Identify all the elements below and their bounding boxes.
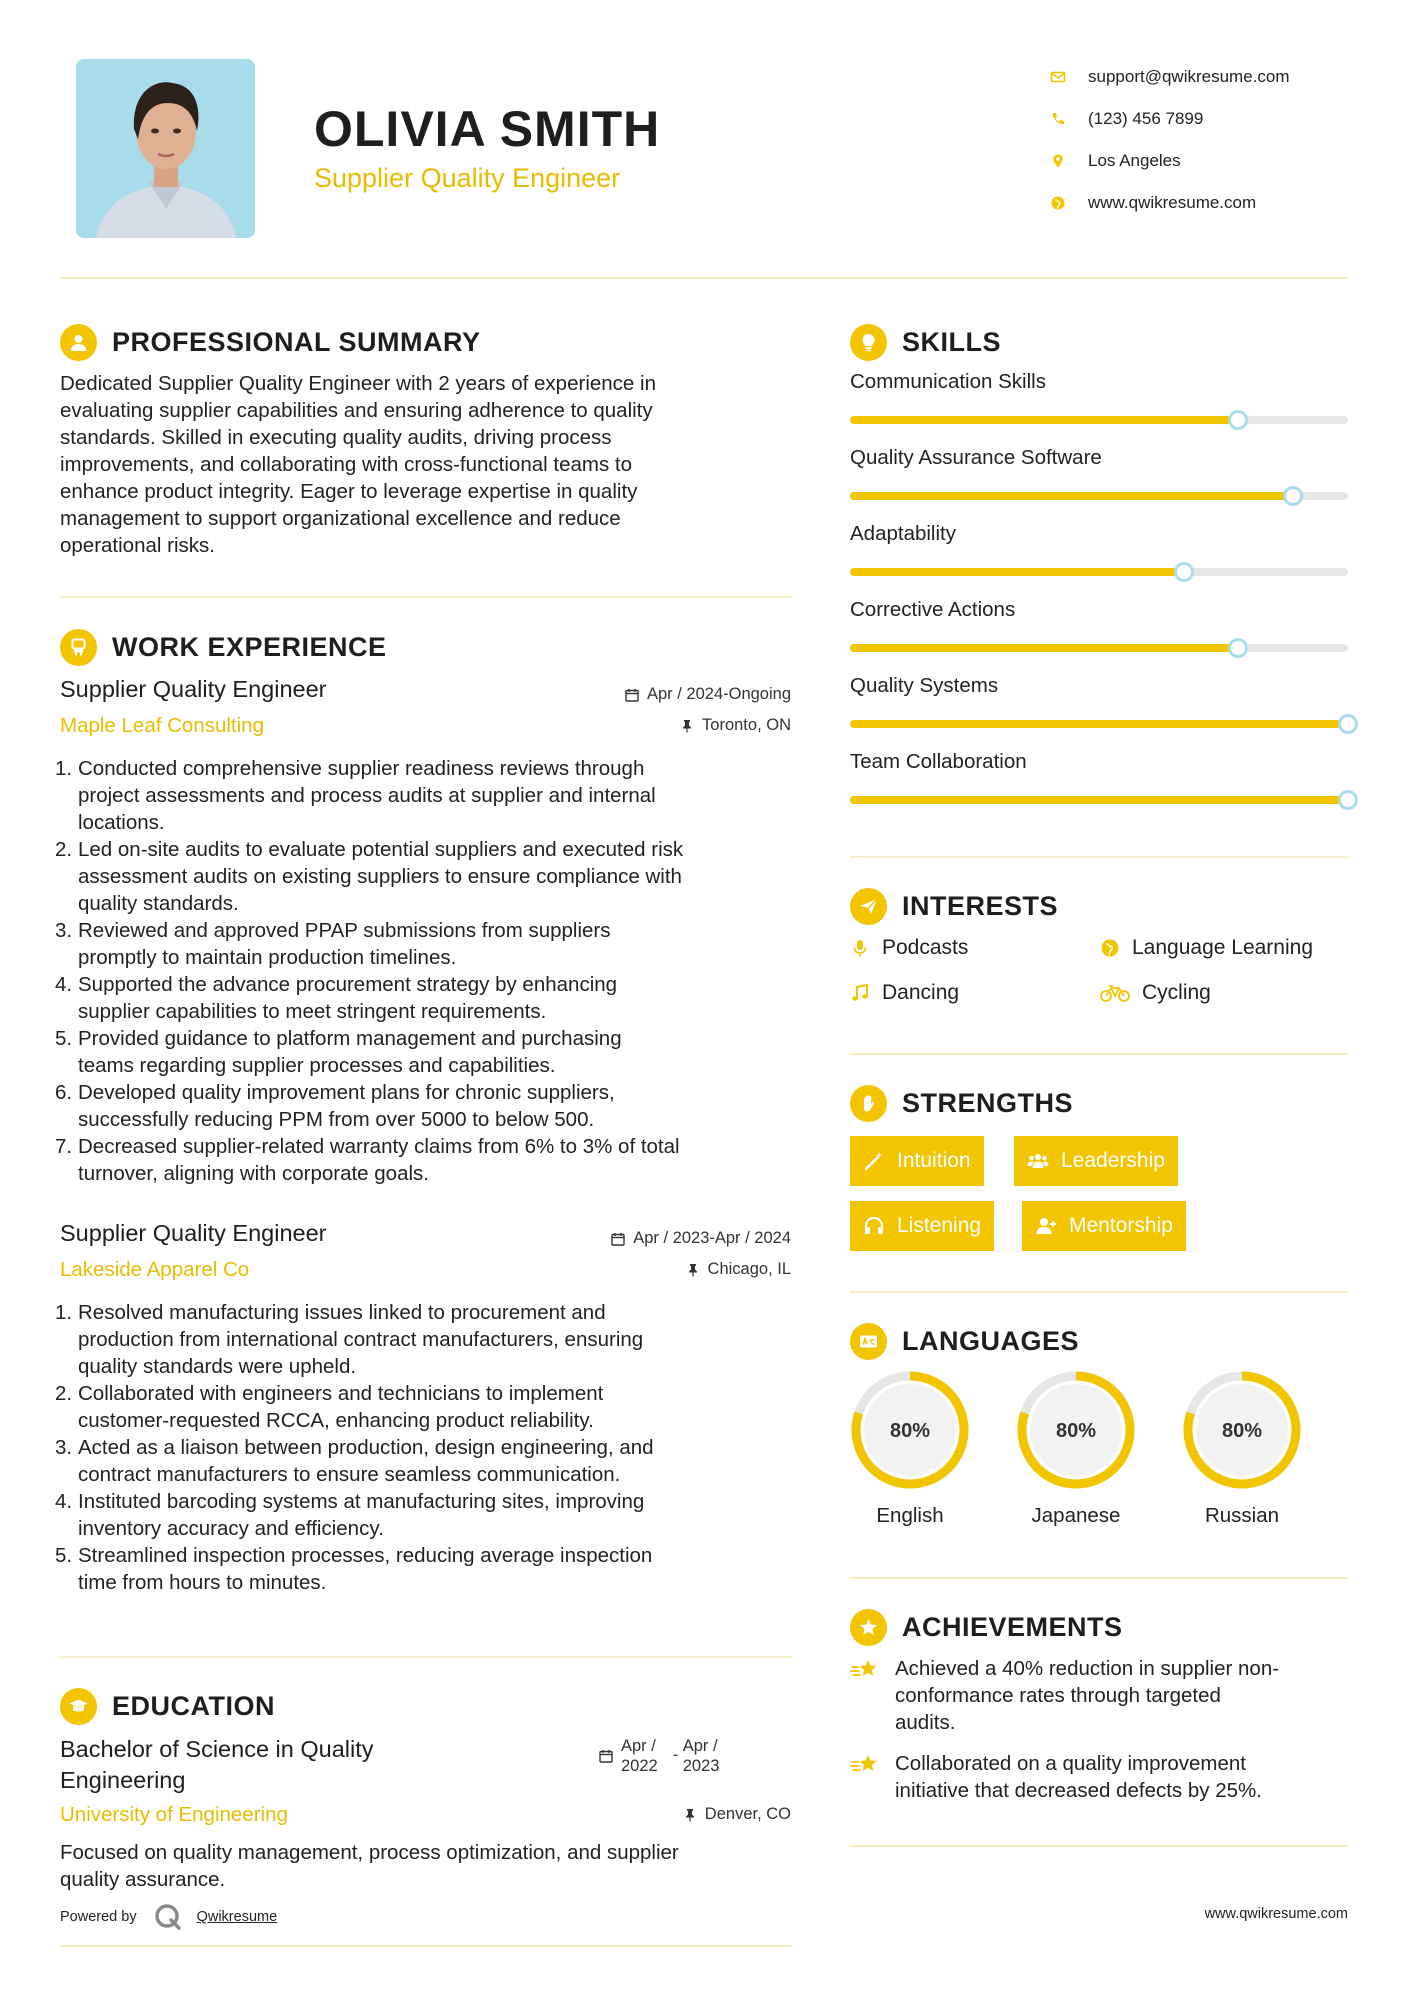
list-number: 5. [55,1027,73,1050]
candidate-title: Supplier Quality Engineer [314,163,621,193]
pushpin-icon [686,1263,700,1277]
list-item [55,755,800,836]
list-item [55,1434,800,1488]
job-2-location [686,1260,791,1279]
list-number: 2. [55,1382,73,1405]
education-end: - Apr / 2023 [672,1737,720,1775]
skill-bar [850,568,1348,576]
language-card-icon [850,1323,887,1360]
skill-label: Quality Systems [850,674,999,697]
degree-title [60,1734,374,1796]
bullet-line: Collaborated with engineers and technicians to implement [78,1382,604,1405]
skill-label: Adaptability [850,522,956,545]
magic-wand-icon [863,1150,885,1172]
skill-bar-fill [850,720,1348,728]
user-icon [60,324,97,361]
achievements-divider [850,1845,1348,1847]
list-item [55,1133,800,1187]
job-1-dates-text: Apr / 2024-Ongoing [646,685,791,703]
list-number: 3. [55,1436,73,1459]
bullet-line: successfully reducing PPM from over 5000 to below 500. [78,1108,595,1131]
skill-bar-fill [850,492,1293,500]
bullet-line: Led on-site audits to evaluate potential suppliers and executed risk [78,838,684,861]
phone-icon [1050,111,1066,127]
bullet-line: project assessments and process audits at supplier and internal [78,784,656,807]
strengths-heading [850,1085,1073,1122]
education-heading-text: EDUCATION [112,1691,275,1721]
bullet-line: turnover, aligning with corporate goals. [78,1162,429,1185]
education-dates [599,1736,719,1776]
language-percent: 80% [1221,1420,1263,1442]
skill-label: Quality Assurance Software [850,446,1102,469]
strength-tag-leadership [1014,1136,1178,1186]
briefcase-icon [60,629,97,666]
strength-tag-listening [850,1201,994,1251]
bullet-line: locations. [78,811,165,834]
shooting-star-icon [850,1657,880,1683]
skill-bar-knob [1338,790,1358,810]
achievements-heading [850,1609,1123,1646]
skill-bar-knob [1174,562,1194,582]
list-item [55,917,800,971]
interests-heading-text: INTERESTS [902,891,1059,921]
strength-label: Listening [897,1214,982,1237]
contact-website[interactable] [1050,182,1390,224]
achievement-item [850,1750,1350,1804]
education-divider [60,1945,792,1947]
profile-photo [76,59,255,238]
user-plus-icon [1035,1215,1057,1237]
job-2-dates-text: Apr / 2023-Apr / 2024 [633,1229,791,1247]
bullet-line: teams regarding supplier processes and capabilities. [78,1054,556,1077]
interest-dancing [850,981,959,1005]
job-2-location-text: Chicago, IL [707,1260,791,1278]
skill-bar-knob [1228,410,1248,430]
contact-phone-text: (123) 456 7899 [1088,109,1204,128]
bullet-line: promptly to maintain production timelines. [78,946,457,969]
achievement-line: audits. [895,1711,956,1734]
skills-heading [850,324,1001,361]
bullet-line: Streamlined inspection processes, reducing average inspection [78,1544,653,1567]
interests-divider [850,1053,1348,1055]
experience-heading-text: WORK EXPERIENCE [112,632,387,662]
interest-label: Dancing [882,981,960,1004]
job-2-company: Lakeside Apparel Co [60,1258,250,1281]
degree-line: Bachelor of Science in Quality [60,1736,374,1762]
skill-label: Corrective Actions [850,598,1016,621]
skill-bar-fill [850,568,1184,576]
summary-heading-text: PROFESSIONAL SUMMARY [112,327,481,357]
contact-location-text: Los Angeles [1088,151,1181,170]
summary-line: standards. Skilled in executing quality audits, driving process [60,426,612,449]
language-item [1016,1370,1136,1528]
languages-heading-text: LANGUAGES [902,1326,1080,1356]
bullet-line: supplier capabilities to meet stringent requirements. [78,1000,547,1023]
contact-phone[interactable] [1050,98,1390,140]
music-note-icon [850,983,870,1003]
achievement-line: initiative that decreased defects by 25%. [895,1779,1262,1802]
education-heading [60,1688,275,1725]
education-start [621,1736,658,1776]
candidate-name: OLIVIA SMITH [314,101,661,157]
skill-bar-fill [850,416,1238,424]
strengths-divider [850,1291,1348,1293]
skill-bar-knob [1283,486,1303,506]
qwikresume-logo-icon [153,1902,183,1932]
bullet-line: customer-requested RCCA, enhancing product reliability. [78,1409,594,1432]
envelope-icon [1050,69,1066,85]
summary-divider [60,596,792,598]
footer-website[interactable]: www.qwikresume.com [1204,1906,1348,1922]
education-location-text: Denver, CO [704,1805,791,1823]
graduation-cap-icon [60,1688,97,1725]
contact-email[interactable] [1050,56,1390,98]
strength-tag-intuition [850,1136,984,1186]
interest-label: Cycling [1142,981,1211,1004]
list-number: 6. [55,1081,73,1104]
job-1-bullets [55,755,800,1187]
strength-label: Leadership [1061,1149,1165,1172]
summary-line: enhance product integrity. Eager to leverage expertise in quality [60,480,638,503]
bullet-line: Resolved manufacturing issues linked to procurement and [78,1301,606,1324]
achievement-item [850,1655,1350,1736]
pushpin-icon [683,1808,697,1822]
list-item [55,1542,800,1596]
skill-bar-knob [1228,638,1248,658]
contact-location [1050,140,1390,182]
language-label: English [876,1504,944,1527]
job-2-bullets [55,1299,800,1596]
bullet-line: Instituted barcoding systems at manufacturing sites, improving [78,1490,645,1513]
portrait-image [76,59,255,238]
language-item [1182,1370,1302,1528]
job-2-dates [611,1229,791,1248]
list-item [55,1079,800,1133]
list-number: 2. [55,838,73,861]
interest-label: Language Learning [1132,936,1314,959]
date-line: 2022 [621,1757,658,1775]
bullet-line: Decreased supplier-related warranty claims from 6% to 3% of total [78,1135,680,1158]
language-percent: 80% [889,1420,931,1442]
languages-divider [850,1577,1348,1579]
interest-podcasts [850,936,968,960]
list-number: 3. [55,919,73,942]
qwikresume-link[interactable]: Qwikresume [196,1909,278,1925]
list-number: 5. [55,1544,73,1567]
list-number: 7. [55,1135,73,1158]
bullet-line: Conducted comprehensive supplier readiness reviews through [78,757,645,780]
bullet-line: inventory accuracy and efficiency. [78,1517,384,1540]
bullet-line: time from hours to minutes. [78,1571,327,1594]
list-item [55,836,800,917]
map-pin-icon [1050,153,1066,169]
star-badge-icon [850,1609,887,1646]
interest-language-learning [1100,936,1313,960]
experience-divider [60,1656,792,1658]
list-number: 4. [55,973,73,996]
group-icon [1027,1150,1049,1172]
skill-bar [850,492,1348,500]
lightbulb-icon [850,324,887,361]
achievement-line: Achieved a 40% reduction in supplier non- [895,1657,1280,1680]
summary-line: operational risks. [60,534,215,557]
bullet-line: Reviewed and approved PPAP submissions from suppliers [78,919,611,942]
contact-website-text: www.qwikresume.com [1088,193,1257,212]
list-item [55,971,800,1025]
language-donut [1016,1370,1136,1490]
summary-text [60,370,800,559]
bullet-line: Acted as a liaison between production, design engineering, and [78,1436,654,1459]
contact-list [1050,56,1390,224]
bullet-line: assessment audits on existing suppliers to ensure compliance with [78,865,682,888]
achievements-heading-text: ACHIEVEMENTS [902,1612,1123,1642]
bullet-line: Provided guidance to platform management and purchasing [78,1027,622,1050]
job-1-dates [625,685,791,704]
language-donut [1182,1370,1302,1490]
globe-icon [1100,938,1120,958]
summary-line: improvements, and collaborating with cross-functional teams to [60,453,632,476]
language-percent: 80% [1055,1420,1097,1442]
bullet-line: Developed quality improvement plans for chronic suppliers, [78,1081,615,1104]
language-donut [850,1370,970,1490]
education-desc-line: Focused on quality management, process optimization, and supplier [60,1841,679,1864]
experience-heading [60,629,387,666]
summary-line: management to support organizational excellence and reduce [60,507,621,530]
skill-bar [850,796,1348,804]
headphones-icon [863,1215,885,1237]
bullet-line: Supported the advance procurement strategy by enhancing [78,973,618,996]
degree-line: Engineering [60,1767,186,1793]
school-name: University of Engineering [60,1803,288,1826]
interest-cycling [1100,981,1211,1005]
bullet-line: contract manufacturers to ensure seamless communication. [78,1463,621,1486]
powered-by-text: Powered by [60,1909,137,1925]
bullet-line: quality standards. [78,892,239,915]
powered-by [60,1902,277,1932]
language-item [850,1370,970,1528]
skill-bar-fill [850,796,1348,804]
skills-heading-text: SKILLS [902,327,1002,357]
bicycle-icon [1100,983,1130,1003]
strength-label: Mentorship [1069,1214,1173,1237]
skill-bar [850,416,1348,424]
globe-icon [1050,195,1066,211]
pushpin-icon [680,719,694,733]
summary-line: Dedicated Supplier Quality Engineer with 2 years of experience in [60,372,656,395]
date-line: 2023 [682,1757,720,1775]
skill-label: Team Collaboration [850,750,1027,773]
skill-bar [850,644,1348,652]
list-item [55,1299,800,1380]
summary-line: evaluating supplier capabilities and ensuring adherence to quality [60,399,653,422]
paper-plane-icon [850,888,887,925]
list-item [55,1488,800,1542]
job-1-location [680,716,791,735]
date-line: Apr / [621,1737,656,1755]
education-desc-line: quality assurance. [60,1868,226,1891]
strength-label: Intuition [897,1149,971,1172]
strengths-heading-text: STRENGTHS [902,1088,1074,1118]
skill-label: Communication Skills [850,370,1046,393]
calendar-icon [599,1749,613,1763]
skills-divider [850,856,1348,858]
skill-bar-knob [1338,714,1358,734]
languages-heading [850,1323,1079,1360]
achievement-text [895,1750,1262,1804]
job-1-company: Maple Leaf Consulting [60,714,264,737]
interest-label: Podcasts [882,936,969,959]
list-item [55,1380,800,1434]
job-1-title: Supplier Quality Engineer [60,676,327,702]
contact-email-text: support@qwikresume.com [1088,67,1290,86]
bullet-line: production from international contract manufacturers, ensuring [78,1328,644,1351]
microphone-icon [850,938,870,958]
language-label: Russian [1204,1504,1280,1527]
skill-bar-fill [850,644,1238,652]
list-number: 1. [55,757,73,780]
header-divider [60,277,1348,279]
summary-heading [60,324,481,361]
language-label: Japanese [1031,1504,1121,1527]
education-description [60,1839,820,1893]
job-2-title: Supplier Quality Engineer [60,1220,327,1246]
list-item [55,1025,800,1079]
list-number: 4. [55,1490,73,1513]
achievement-text [895,1655,1279,1736]
skill-bar [850,720,1348,728]
date-line: Apr / [682,1737,718,1755]
shooting-star-icon [850,1752,880,1778]
list-number: 1. [55,1301,73,1324]
achievement-line: Collaborated on a quality improvement [895,1752,1246,1775]
interests-heading [850,888,1058,925]
raised-hand-icon [850,1085,887,1122]
calendar-icon [611,1232,625,1246]
calendar-icon [625,688,639,702]
strength-tag-mentorship [1022,1201,1186,1251]
job-1-location-text: Toronto, ON [702,716,791,734]
bullet-line: quality standards were upheld. [78,1355,357,1378]
education-location [683,1805,791,1824]
achievement-line: conformance rates through targeted [895,1684,1221,1707]
